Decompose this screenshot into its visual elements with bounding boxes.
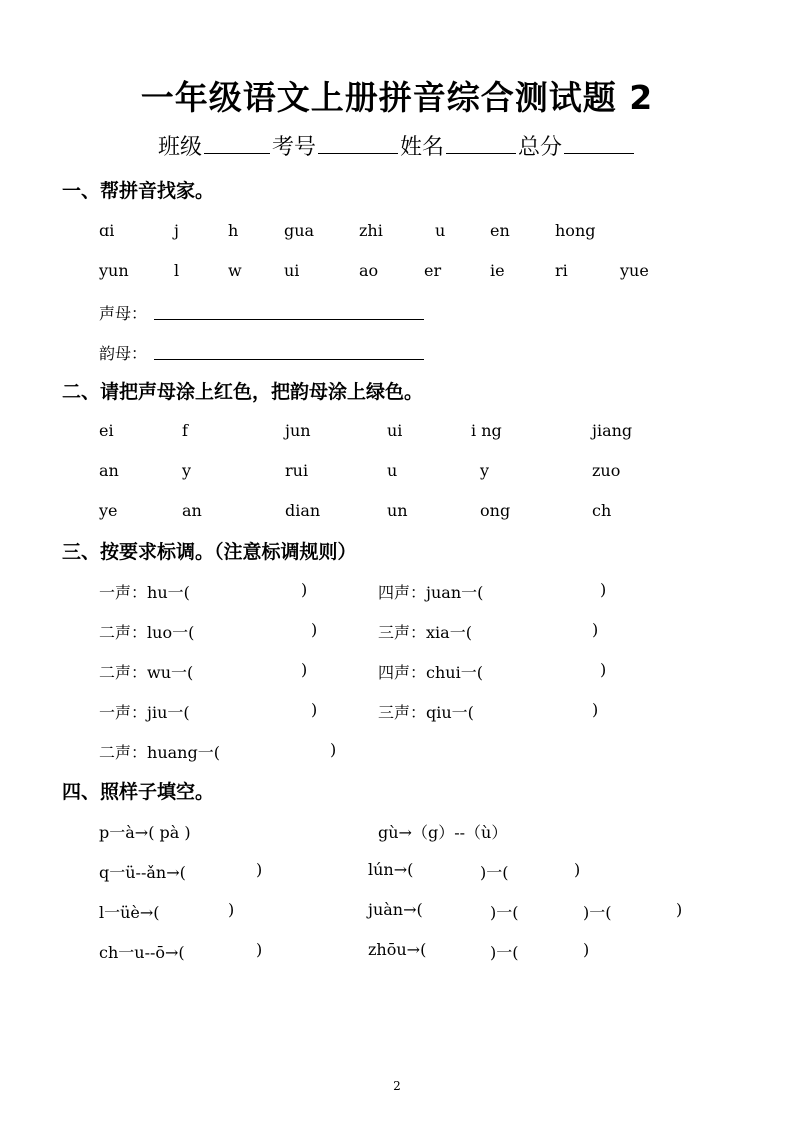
section2-row1-item: ei (99, 421, 114, 440)
section2-row3-item: un (387, 501, 408, 520)
tone-syllable: juan一( (426, 583, 484, 602)
tone-label: 三声： (378, 703, 427, 722)
tone-label: 一声： (99, 703, 148, 722)
tone-syllable: xia一( (426, 623, 472, 642)
section4-heading: 四、照样子填空。 (62, 781, 215, 803)
class-blank[interactable] (204, 131, 270, 154)
section2-row2-item: rui (285, 461, 309, 480)
section1-row2-item: ie (490, 261, 505, 280)
section1-heading: 一、帮拼音找家。 (62, 180, 215, 202)
name-label: 姓名 (400, 135, 445, 160)
section1-row2-item: w (228, 261, 242, 280)
tone-label: 四声： (378, 663, 427, 682)
tone-close: ) (301, 660, 308, 679)
score-label: 总分 (518, 135, 563, 160)
section1-row2-item: er (424, 261, 442, 280)
section1-row1-item: ɑi (99, 221, 115, 240)
name-blank[interactable] (446, 131, 516, 154)
section2-row1-item: jun (285, 421, 311, 440)
section2-row1-item: jiang (592, 421, 633, 440)
tone-right-item (378, 700, 474, 723)
tone-close: ) (330, 740, 337, 759)
student-info-line (0, 130, 794, 161)
section2-row3-item: an (182, 501, 202, 520)
example-mid: )一( (583, 903, 612, 922)
section2-row3-item: ye (99, 501, 118, 520)
section2-row3-item: dian (285, 501, 321, 520)
section2-row2-item: u (387, 461, 398, 480)
section1-row1-item: zhi (359, 221, 383, 240)
section1-row1-item: gua (284, 221, 315, 240)
tone-left-item (99, 700, 190, 723)
class-label: 班级 (157, 135, 202, 160)
example-right-item: juàn→( (368, 900, 423, 919)
example-left-item: ch一u--ō→( (99, 943, 185, 962)
tone-close: ) (592, 700, 599, 719)
example-mid: )一( (490, 943, 519, 962)
example-right-item: gù→（g）--（ù） (378, 823, 508, 842)
tone-close: ) (592, 620, 599, 639)
section2-row1-item: i ng (471, 421, 502, 440)
section1-row1-item: h (228, 221, 239, 240)
tone-syllable: wu一( (147, 663, 194, 682)
tone-syllable: huang一( (147, 743, 220, 762)
example-left-item: p一à→( pà ) (99, 823, 191, 842)
section2-row3-item: ong (480, 501, 511, 520)
tone-close: ) (311, 620, 318, 639)
example-right-item: lún→( (368, 860, 414, 879)
example-close: ) (256, 860, 263, 879)
tone-right-item (378, 620, 472, 643)
example-close: ) (228, 900, 235, 919)
section1-row2-item: ui (284, 261, 300, 280)
tone-syllable: jiu一( (147, 703, 190, 722)
example-right-item: zhōu→( (368, 940, 427, 959)
example-left-item: q一ü--ǎn→( (99, 863, 186, 882)
tone-label: 二声： (99, 743, 148, 762)
tone-close: ) (311, 700, 318, 719)
tone-right-item (378, 660, 483, 683)
section2-row2-item: an (99, 461, 119, 480)
section2-row1-item: f (182, 421, 188, 440)
tone-right-item (378, 580, 483, 603)
tone-syllable: qiu一( (426, 703, 474, 722)
example-close: ) (676, 900, 683, 919)
page-number: 2 (393, 1079, 401, 1093)
page-title: 一年级语文上册拼音综合测试题 2 (140, 78, 654, 117)
tone-label: 三声： (378, 623, 427, 642)
tone-close: ) (301, 580, 308, 599)
section1-row1-item: u (435, 221, 446, 240)
tone-close: ) (600, 660, 607, 679)
section2-row2-item: y (182, 461, 192, 480)
yunmu-label: 韵母： (99, 344, 148, 363)
section1-row1-item: hong (555, 221, 596, 240)
tone-label: 四声： (378, 583, 427, 602)
tone-syllable: luo一( (147, 623, 195, 642)
number-label: 考号 (271, 135, 316, 160)
tone-label: 二声： (99, 663, 148, 682)
tone-label: 一声： (99, 583, 148, 602)
tone-syllable: hu一( (147, 583, 190, 602)
section3-heading: 三、按要求标调。（注意标调规则） (62, 541, 357, 563)
shengmu-label: 声母： (99, 304, 148, 323)
example-close: ) (574, 860, 581, 879)
section2-row2-item: y (480, 461, 490, 480)
tone-close: ) (600, 580, 607, 599)
tone-left-item (99, 740, 220, 763)
score-blank[interactable] (564, 131, 634, 154)
section1-row2-item: yue (620, 261, 649, 280)
tone-left-item (99, 620, 194, 643)
section2-row1-item: ui (387, 421, 403, 440)
example-left-item: l一üè→( (99, 903, 160, 922)
number-blank[interactable] (318, 131, 398, 154)
section1-row1-item: en (490, 221, 510, 240)
example-close: ) (256, 940, 263, 959)
shengmu-answer-line[interactable] (154, 319, 424, 320)
section2-heading: 二、请把声母涂上红色，把韵母涂上绿色。 (62, 381, 424, 403)
section1-row2-item: yun (99, 261, 129, 280)
section2-row2-item: zuo (592, 461, 621, 480)
section1-row2-item: ri (555, 261, 568, 280)
section2-row3-item: ch (592, 501, 612, 520)
tone-left-item (99, 660, 193, 683)
tone-syllable: chui一( (426, 663, 483, 682)
example-mid: )一( (480, 863, 509, 882)
tone-left-item (99, 580, 190, 603)
section1-row1-item: j (174, 221, 179, 240)
example-close: ) (583, 940, 590, 959)
section1-row2-item: l (174, 261, 180, 280)
example-mid: )一( (490, 903, 519, 922)
section1-row2-item: ao (359, 261, 379, 280)
yunmu-answer-line[interactable] (154, 359, 424, 360)
tone-label: 二声： (99, 623, 148, 642)
